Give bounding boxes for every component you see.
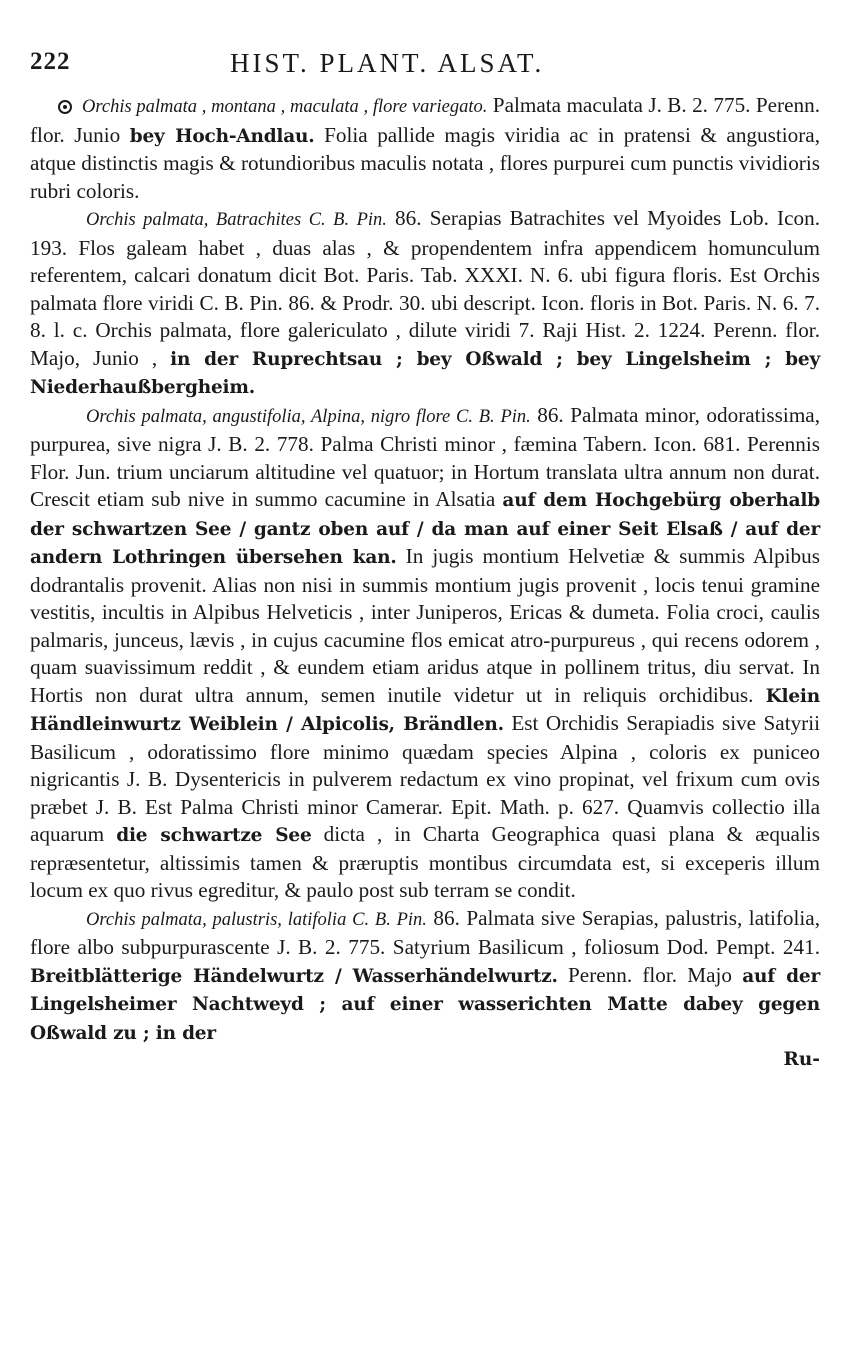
page-number: 222	[30, 48, 71, 75]
entry-vernacular: auf der Lingelsheimer Nachtweyd ; auf einer wasserichten Matte dabey gegen Oßwald zu ; in der	[30, 965, 821, 1044]
entry-text: In jugis montium Helvetiæ & summis Alpibus dodrantalis provenit. Alias non nisi in summis montium jugis provenit , locis tenui gramine vestitis, incultis in Alpibus Helveticis , inter Juniperos, Ericas & dumeta. Folia croci, caulis palmaris, junceus, lævis , in cujus cacumine flos emicat atro-purpureus , qui recens odorem , quam suavissimum reddit , & eundem etiam aridus atque in pollinem tritus, diu servat. In Hortis non durat ultra annum, semen inutile videtur ut in reliquis orchidibus.	[30, 544, 820, 707]
body-text	[30, 92, 820, 1073]
entry-vernacular: Klein Händleinwurtz Weiblein / Alpicolis, Brändlen.	[30, 685, 820, 735]
entry-vernacular: Breitblätterige Händelwurtz / Wasserhändelwurtz.	[30, 965, 558, 987]
entry-text: Perenn. flor. Majo	[557, 962, 743, 987]
entry-vernacular: die schwartze See	[116, 825, 312, 846]
entry-orchis-batrachites	[30, 205, 820, 402]
entry-text: 86. Palmata sive Serapias, palustris, latifolia, flore albo subpurpurascente J. B. 2. 775. Satyrium Basilicum , foliosum Dod. Pempt. 241.	[30, 905, 820, 959]
entry-text: Est Orchidis Serapiadis sive Satyrii Basilicum , odoratissimo flore minimo quædam species Alpina , coloris ex puniceo nigricantis J. B. Dysentericis in pulverem redactum ex vino propinat, vel frixum cum ovis præbet J. B. Est Palma Christi minor Camerar. Epit. Math. p. 627. Quamvis collectio illa aquarum	[30, 711, 820, 846]
perennial-symbol-icon	[58, 100, 72, 114]
entry-lead: Orchis palmata, Batrachites C. B. Pin.	[86, 210, 387, 230]
entry-vernacular: bey Hoch-Andlau.	[129, 125, 315, 147]
entry-lead: Orchis palmata, angustifolia, Alpina, nigro flore C. B. Pin.	[86, 406, 531, 427]
entry-lead: Orchis palmata, palustris, latifolia C. B. Pin.	[86, 909, 427, 930]
entry-text: 86. Serapias Batrachites vel Myoides Lob. Icon. 193. Flos galeam habet , duas alas , & propendentem infra appendicem homunculum referentem, calcari donatum dicit Bot. Paris. Tab. XXXI. N. 6. ubi figura floris. Est Orchis palmata flore viridi C. B. Pin. 86. & Prodr. 30. ubi descript. Icon. floris in Bot. Paris. N. 6. 7. 8. l. c. Orchis palmata, flore galericulato , dilute viridi 7. Raji Hist. 2. 1224. Perenn. flor. Majo, Junio ,	[30, 206, 820, 370]
running-header	[30, 48, 820, 92]
running-title: HIST. PLANT. ALSAT.	[230, 48, 545, 78]
entry-text: dicta , in Charta Geographica quasi plana & æqualis repræsentetur, altissimis tamen & præruptis montibus circumdata est, si exceperis illum locum ex quo rivus egreditur, & paulo post sub terram se condit.	[30, 822, 820, 902]
entry-text: Palmata maculata J. B. 2. 775. Perenn. flor. Junio	[30, 93, 820, 147]
entry-lead: Orchis palmata , montana , maculata , flore variegato.	[82, 97, 488, 117]
page	[30, 48, 820, 1073]
entry-vernacular: auf dem Hochgebürg oberhalb der schwartzen See / gantz oben auf / da man auf einer Seit Elsaß / auf der andern Lothringen übersehen kan.	[30, 490, 820, 568]
entry-orchis-alpina	[30, 402, 820, 905]
catchword: Ru-	[783, 1049, 820, 1070]
entry-text: 86. Palmata minor, odoratissima, purpurea, sive nigra J. B. 2. 778. Palma Christi minor , fæmina Tabern. Icon. 681. Perennis Flor. Jun. trium unciarum altitudine vel quatuor; in Hortum translata ultra annum non durat. Crescit etiam sub nive in summo cacumine in Alsatia	[30, 402, 820, 511]
entry-orchis-palustris	[30, 905, 820, 1048]
entry-orchis-montana	[30, 92, 820, 205]
entry-text: Folia pallide magis viridia ac in pratensi & angustiora, atque distinctis magis & rotundioribus maculis notata , flores purpurei cum punctis vividioris rubri coloris.	[30, 122, 820, 203]
entry-vernacular: in der Ruprechtsau ; bey Oßwald ; bey Lingelsheim ; bey Niederhaußbergheim.	[30, 348, 820, 398]
